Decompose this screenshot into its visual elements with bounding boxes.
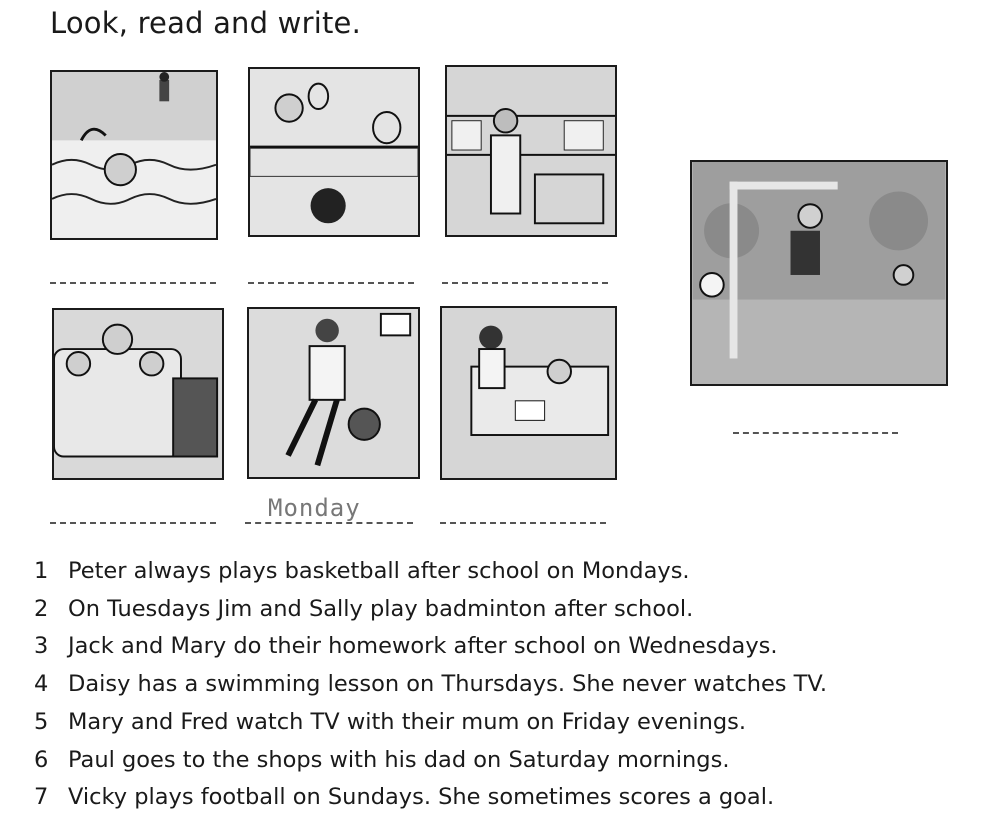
answer-line-2[interactable] xyxy=(248,282,414,284)
badminton-picture xyxy=(248,67,420,237)
answer-line-7[interactable] xyxy=(733,432,898,434)
sentence-list xyxy=(34,553,974,817)
sentence-text: Paul goes to the shops with his dad on Saturday mornings. xyxy=(68,746,730,773)
answer-line-3[interactable] xyxy=(442,282,608,284)
sentence-number: 7 xyxy=(34,784,49,811)
sentence-text: Daisy has a swimming lesson on Thursdays. She never watches TV. xyxy=(68,671,828,698)
answer-line-1[interactable] xyxy=(50,282,216,284)
sentence-text: Jack and Mary do their homework after school on Wednesdays. xyxy=(68,633,778,660)
swimming-lesson-picture xyxy=(50,70,218,240)
list-item xyxy=(34,704,974,742)
list-item xyxy=(34,742,974,780)
watching-tv-picture xyxy=(52,308,224,480)
answer-line-4[interactable] xyxy=(50,522,216,524)
sentence-number: 1 xyxy=(34,558,49,584)
sentence-text: On Tuesdays Jim and Sally play badminton after school. xyxy=(68,595,694,622)
shopping-picture xyxy=(445,65,617,237)
sentence-number: 5 xyxy=(34,708,49,735)
sentence-number: 4 xyxy=(34,671,49,698)
list-item xyxy=(34,591,974,629)
sentence-text: Vicky plays football on Sundays. She sometimes scores a goal. xyxy=(68,784,775,811)
answer-line-6[interactable] xyxy=(440,522,606,524)
sentence-text: Mary and Fred watch TV with their mum on Friday evenings. xyxy=(68,708,746,735)
sentence-number: 2 xyxy=(34,595,49,622)
sentence-number: 3 xyxy=(34,633,49,660)
football-picture xyxy=(690,160,948,386)
sentence-text: Peter always plays basketball after school on Mondays. xyxy=(68,558,690,584)
homework-picture xyxy=(440,306,617,480)
list-item xyxy=(34,628,974,666)
list-item xyxy=(34,666,974,704)
answer-line-5[interactable] xyxy=(245,522,413,524)
example-answer: Monday xyxy=(268,494,361,522)
list-item xyxy=(34,553,974,591)
list-item xyxy=(34,779,974,817)
basketball-picture xyxy=(247,307,420,479)
instruction-heading: Look, read and write. xyxy=(50,6,361,40)
sentence-number: 6 xyxy=(34,746,49,773)
